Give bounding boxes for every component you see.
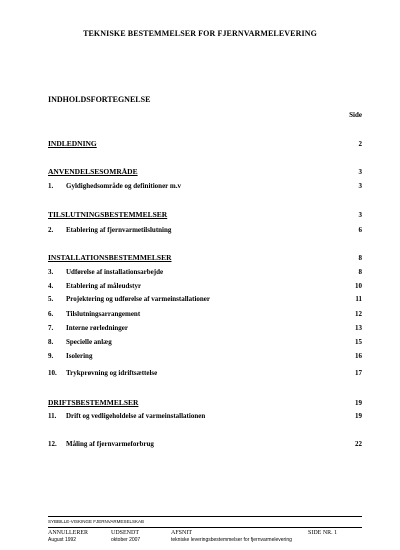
footer-rule-top [48,516,362,517]
toc-item-title: Etablering af fjernvarmetilslutning [66,226,172,234]
toc-item-title: Specielle anlæg [66,338,112,346]
toc-page-number: 10 [355,282,362,290]
udsendt-label: UDSENDT [111,530,139,536]
toc-item-title: Projektering og udførelse af varmeinstallationer [66,295,210,303]
toc-section-row [48,398,362,408]
toc-page-number: 11 [355,295,362,303]
toc-page-number: 16 [355,352,362,360]
toc-page-number: 22 [355,440,362,448]
page-column-label: Side [349,111,362,119]
afsnit-label: AFSNIT [171,530,193,536]
toc-item-title: Etablering af måleudstyr [66,282,142,290]
afsnit-value: tekniske leveringsbestemmelser for fjernvarmelevering [171,537,292,543]
toc-item-number: 6. [48,310,54,318]
footer-annullerer [48,530,88,543]
side-nr-label: SIDE NR. 1 [308,530,338,536]
toc-page-number: 12 [355,310,362,318]
udsendt-value: oktober 2007 [111,537,141,543]
toc-item-title: Udførelse af installationsarbejde [66,268,164,276]
footer-afsnit [171,530,292,543]
toc-page-number: 3 [358,211,362,219]
footer-side-nr [308,530,337,537]
toc-item-row [48,181,362,191]
toc-section-row [48,253,362,263]
toc-page-number: 8 [358,254,362,262]
toc-item-title: Gyldighedsområde og definitioner m.v [66,182,181,190]
toc-item-title: Trykprøvning og idriftsættelse [66,369,158,377]
toc-page-number: 2 [358,140,362,148]
toc-item-row [48,351,362,361]
footer-udsendt [111,530,140,543]
toc-section-title: INDLEDNING [48,139,97,148]
toc-item-row [48,281,362,291]
toc-item-number: 11. [48,412,57,420]
toc-item-title: Drift og vedligeholdelse af varmeinstallationen [66,412,206,420]
toc-item-row [48,294,362,304]
toc-item-number: 7. [48,324,54,332]
toc-page-number: 6 [358,226,362,234]
toc-item-row [48,411,362,421]
toc-section-title: DRIFTSBESTEMMELSER [48,398,139,407]
toc-section-title: TILSLUTNINGSBESTEMMELSER [48,210,168,219]
annullerer-value: August 1992 [48,537,77,543]
toc-page-number: 17 [355,369,362,377]
toc-item-number: 9. [48,352,54,360]
toc-item-number: 5. [48,295,54,303]
toc-item-number: 3. [48,268,54,276]
footer-company-name: SYBBILLE-VISKINGE FJERNVARMESELSKAB [48,519,144,524]
toc-item-number: 10. [48,369,57,377]
toc-section-title: INSTALLATIONSBESTEMMELSER [48,253,172,262]
toc-item-row [48,225,362,235]
toc-page-number: 3 [358,168,362,176]
toc-page-number: 15 [355,338,362,346]
toc-item-row [48,337,362,347]
toc-page-number: 19 [355,412,362,420]
toc-section-row [48,139,362,149]
toc-item-number: 12. [48,440,57,448]
toc-item-number: 2. [48,226,54,234]
page-title: TEKNISKE BESTEMMELSER FOR FJERNVARMELEVERING [83,29,317,38]
toc-item-number: 4. [48,282,54,290]
toc-item-title: Måling af fjernvarmeforbrug [66,440,154,448]
toc-item-row [48,309,362,319]
toc-page-number: 19 [355,399,362,407]
toc-section-row [48,210,362,220]
footer-rule-bottom [48,527,362,528]
toc-page-number: 8 [358,268,362,276]
toc-item-row [48,267,362,277]
toc-page-number: 13 [355,324,362,332]
toc-section-row [48,167,362,177]
toc-item-title: Isolering [66,352,93,360]
toc-item-title: Tilslutningsarrangement [66,310,141,318]
toc-section-title: ANVENDELSESOMRÅDE [48,167,138,176]
footer-info [48,530,362,546]
toc-item-row [48,439,362,449]
toc-item-row [48,323,362,333]
toc-item-title: Interne rørledninger [66,324,129,332]
toc-heading: INDHOLDSFORTEGNELSE [48,95,151,104]
toc-item-number: 1. [48,182,54,190]
toc-item-number: 8. [48,338,54,346]
toc-item-row [48,368,362,378]
toc-page-number: 3 [358,182,362,190]
annullerer-label: ANNULLERER [48,530,88,536]
